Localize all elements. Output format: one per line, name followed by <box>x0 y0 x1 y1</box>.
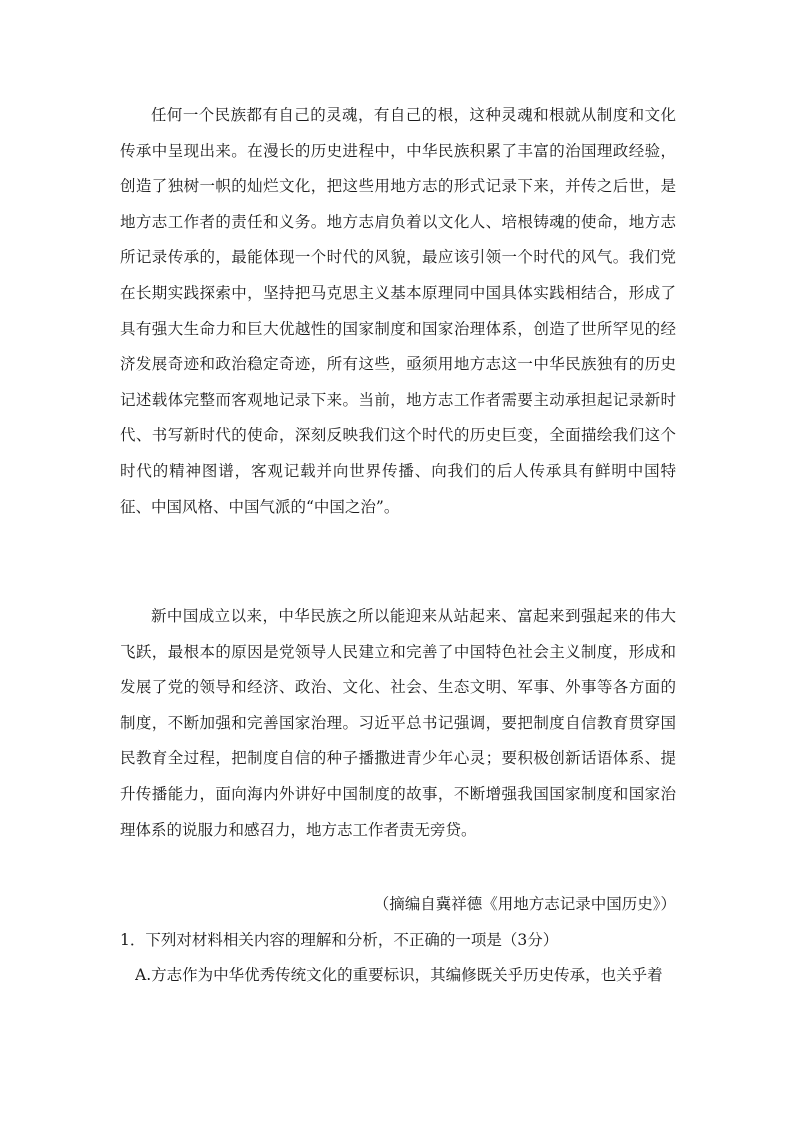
question-1: 1．下列对材料相关内容的理解和分析，不正确的一项是（3分） <box>120 931 559 949</box>
question-1-option-a: A.方志作为中华优秀传统文化的重要标识，其编修既关乎历史传承，也关乎着 <box>135 966 663 984</box>
body-paragraph-1: 任何一个民族都有自己的灵魂，有自己的根，这种灵魂和根就从制度和文化传承中呈现出来。在漫长的历史进程中，中华民族积累了丰富的治国理政经验，创造了独树一帜的灿烂文化，把这些用地方志的形式记录下来，并传之后世，是地方志工作者的责任和义务。地方志肩负着以文化人、培根铸魂的使命，地方志所记录传承的，最能体现一个时代的风貌，最应该引领一个时代的风气。我们党在长期实践探索中，坚持把马克思主义基本原理同中国具体实践相结合，形成了具有强大生命力和巨大优越性的国家制度和国家治理体系，创造了世所罕见的经济发展奇迹和政治稳定奇迹，所有这些，亟须用地方志这一中华民族独有的历史记述载体完整而客观地记录下来。当前，地方志工作者需要主动承担起记录新时代、书写新时代的使命，深刻反映我们这个时代的历史巨变，全面描绘我们这个时代的精神图谱，客观记载并向世界传播、向我们的后人传承具有鲜明中国特征、中国风格、中国气派的“中国之治”。 <box>120 106 676 516</box>
body-paragraph-2: 新中国成立以来，中华民族之所以能迎来从站起来、富起来到强起来的伟大飞跃，最根本的原因是党领导人民建立和完善了中国特色社会主义制度，形成和发展了党的领导和经济、政治、文化、社会、生态文明、军事、外事等各方面的制度，不断加强和完善国家治理。习近平总书记强调，要把制度自信教育贯穿国民教育全过程，把制度自信的种子播撒进青少年心灵；要积极创新话语体系、提升传播能力，面向海内外讲好中国制度的故事，不断增强我国国家制度和国家治理体系的说服力和感召力，地方志工作者责无旁贷。 <box>120 607 676 839</box>
source-citation: （摘编自冀祥德《用地方志记录中国历史》） <box>373 895 676 913</box>
